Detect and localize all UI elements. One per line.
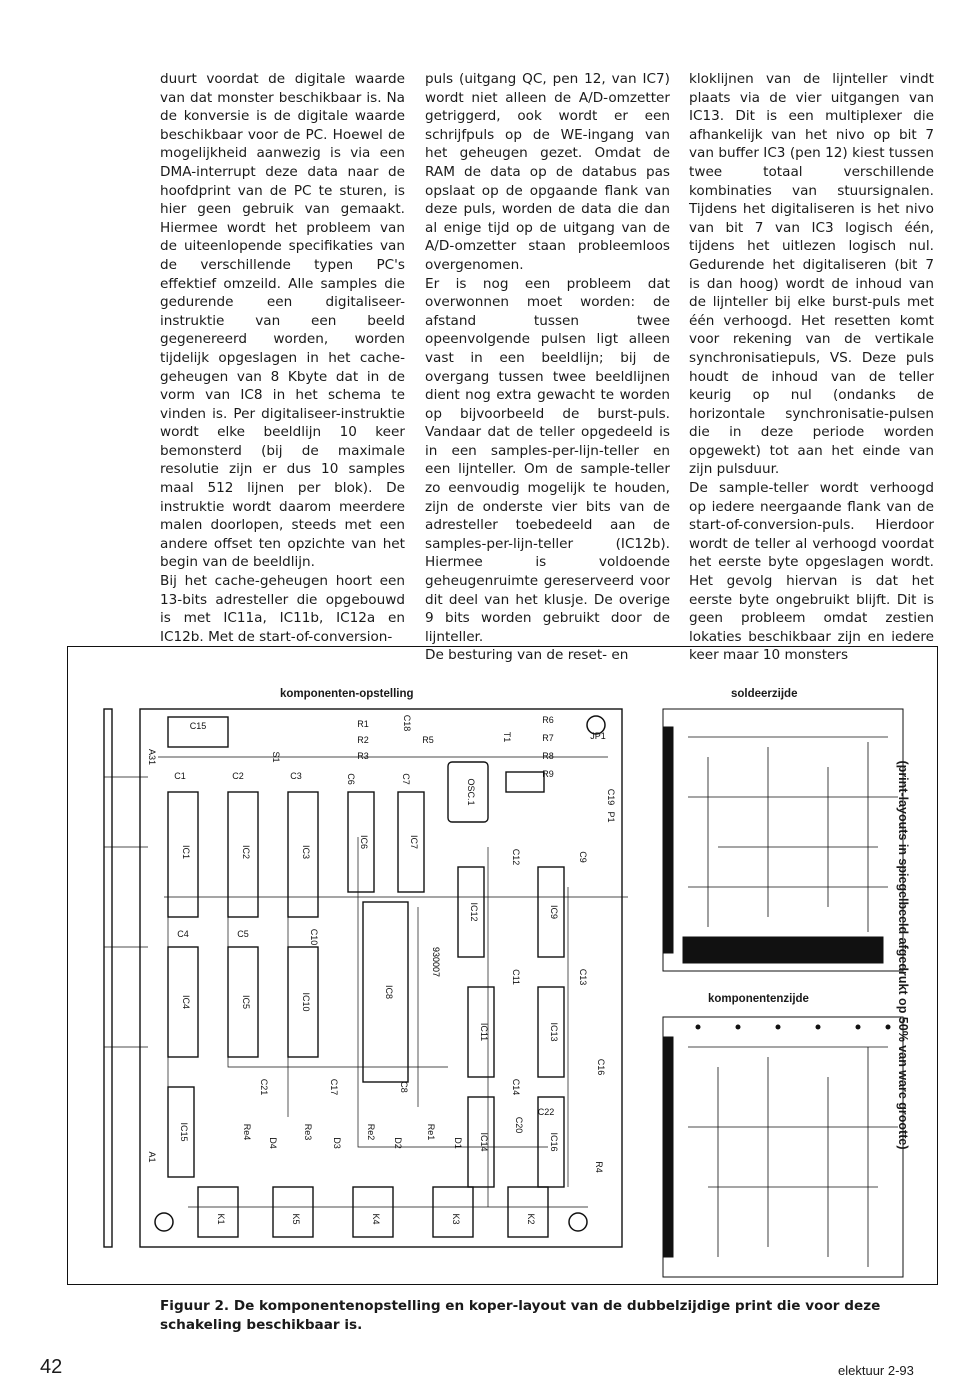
pcb-component-label: IC12	[469, 902, 479, 922]
pcb-component-label: IC9	[549, 904, 559, 920]
paragraph: De sample-teller wordt verhoogd op iedere neergaande flank van de start-of-conversion-puls. Hierdoor wordt de teller al verhoogd voordat het eerste byte opgeslagen wordt. Het gevolg hiervan is dat het eerste byte ongebruikt blijft. Dit is geen probleem omdat zestien lokaties beschikbaar zijn en iedere keer maar 10 monsters	[689, 480, 934, 664]
label-solder-side: soldeerzijde	[731, 688, 798, 700]
component-side-board	[663, 1017, 903, 1277]
pcb-component-label: K1	[216, 1213, 226, 1225]
text-column-3	[689, 70, 934, 665]
pcb-component-label: C4	[177, 929, 189, 939]
paragraph: puls (uitgang QC, pen 12, van IC7) wordt niet alleen de A/D-omzetter getriggerd, ook wordt er een schrijfpuls op de WE-ingang van het geheugen gezet. Omdat de RAM de data op de databus pas opslaat op de opgaande flank van deze puls, worden de data die dan al enige tijd op de uitgang van de A/D-omzetter staan probleemloos overgenomen.	[425, 71, 670, 273]
pcb-component-label: IC7	[409, 834, 419, 850]
paragraph: duurt voordat de digitale waarde van dat monster beschikbaar is. Na de konversie is de digitale waarde beschikbaar voor de PC. Hoewel de mogelijkheid aanwezig is via een DMA-interrupt deze data naar de hoofdprint van de PC te sturen, is hier geen gebruik van gemaakt. Hiermee wordt het probleem van de uiteenlopende specifikaties van de verschillende typen PC's effektief omzeild. Alle samples die gedurende een digitaliseer-instruktie van een beeld gegenereerd worden, worden tijdelijk opgeslagen in het cache-geheugen van 8 Kbyte dat in de vorm van IC8 in het schema te vinden is. Per digitaliseer-instruktie wordt elke beeldlijn 10 keer bemonsterd (bij de maximale resolutie zijn er dus 10 samples maal 512 lijnen per blok). De instruktie wordt daarom meerdere malen doorlopen, steeds met een andere offset ten opzichte van het begin van de beeldlijn.	[160, 71, 405, 571]
pcb-component-label: C17	[329, 1078, 339, 1096]
paragraph: Bij het cache-geheugen hoort een 13-bits adresteller die opgebouwd is met IC11a, IC11b, IC12a en IC12b. Met de start-of-conversion-	[160, 573, 405, 645]
pcb-component-label: C12	[511, 848, 521, 866]
pcb-component-label: D1	[453, 1137, 463, 1149]
pcb-component-label: Re4	[242, 1123, 252, 1141]
pcb-component-label: K2	[526, 1213, 536, 1225]
text-column-1	[160, 70, 405, 646]
solder-side-board	[663, 709, 903, 971]
pcb-component-label: R9	[542, 769, 554, 779]
pcb-component-label: C8	[399, 1081, 409, 1093]
pcb-component-label: C16	[596, 1058, 606, 1076]
page-number: 42	[40, 1356, 63, 1378]
pcb-component-label: C7	[401, 773, 411, 785]
paragraph: kloklijnen van de lijnteller vindt plaats via de vier uitgangen van IC13. Dit is een multiplexer die afhankelijk van het nivo op bit 7 van buffer IC3 (pen 12) kiest tussen twee totaal verschillende kombinaties van stuursignalen. Tijdens het digitaliseren is het nivo van bit 7 van IC3 logisch één, tijdens het uitlezen logisch nul. Gedurende het digitaliseren (bit 7 is dan hoog) wordt de inhoud van de lijnteller bij elke burst-puls met één verhoogd. Het resetten komt voor rekening van de vertikale synchronisatiepuls, VS. Deze puls houdt de inhoud van de teller keurig op nul (ondanks de horizontale synchronisatie-pulsen die in deze periode worden opgewekt) tot aan het einde van zijn pulsduur.	[689, 71, 934, 478]
pcb-component-label: C6	[346, 773, 356, 785]
figure-side-note: (print-layouts in spiegelbeeld afgedrukt op 50% van ware grootte)	[896, 760, 910, 1150]
magazine-reference: elektuur 2-93	[838, 1363, 914, 1378]
pcb-component-label: R1	[357, 719, 369, 729]
pcb-component-label: R5	[422, 735, 434, 745]
pcb-component-label: R4	[594, 1161, 604, 1173]
pcb-component-label: R8	[542, 751, 554, 761]
pcb-component-label: IC3	[301, 844, 311, 860]
pcb-component-label: R7	[542, 733, 554, 743]
pcb-component-label: Re3	[303, 1123, 313, 1141]
pcb-component-label: C9	[578, 851, 588, 863]
pcb-component-label: C13	[578, 968, 588, 986]
pcb-component-label: C1	[174, 771, 186, 781]
pcb-component-label: IC11	[479, 1022, 489, 1042]
pcb-component-label: C21	[259, 1078, 269, 1096]
pcb-component-label: D4	[268, 1137, 278, 1149]
pcb-component-label: P1	[606, 811, 616, 823]
pcb-component-label: C15	[189, 721, 207, 731]
pcb-component-label: IC15	[179, 1122, 189, 1142]
pcb-component-label: R2	[357, 735, 369, 745]
pcb-component-label: T1	[502, 731, 512, 743]
pcb-figure	[67, 646, 938, 1285]
pcb-component-label: C19	[606, 788, 616, 806]
pcb-component-label: C2	[232, 771, 244, 781]
pcb-component-label: C10	[309, 928, 319, 946]
component-layout-board	[104, 709, 628, 1247]
pcb-component-label: IC14	[479, 1132, 489, 1152]
pcb-component-label: A1	[147, 1151, 157, 1163]
pcb-component-label: IC6	[359, 834, 369, 850]
figure-caption: Figuur 2. De komponentenopstelling en koper-layout van de dubbelzijdige print die voor deze schakeling beschikbaar is.	[160, 1298, 881, 1333]
pcb-component-label: K3	[451, 1213, 461, 1225]
paragraph: De besturing van de reset- en	[425, 647, 629, 664]
pcb-component-label: C3	[290, 771, 302, 781]
pcb-component-label: IC10	[301, 992, 311, 1012]
paragraph: Er is nog een probleem dat overwonnen moet worden: de afstand tussen twee opeenvolgende pulsen ligt alleen vast in een beeldlijn; bij de overgang tussen twee beeldlijnen dient nog extra gewacht te worden op bijvoorbeeld de burst-puls. Vandaar dat de teller opgedeeld is in een samples-per-lijn-teller en een lijnteller. Om de sample-teller zo eenvoudig mogelijk te houden, zijn de onderste vier bits van de adresteller toebedeeld aan de samples-per-lijn-teller (IC12b). Hiermee is voldoende geheugenruimte gereserveerd voor dit deel van het klusje. De overige 9 bits worden gebruikt door de lijnteller.	[425, 275, 670, 645]
pcb-component-label: IC8	[384, 984, 394, 1000]
pcb-component-label: D3	[332, 1137, 342, 1149]
pcb-drawing	[68, 647, 939, 1286]
pcb-component-label: R6	[542, 715, 554, 725]
pcb-component-label: K4	[371, 1213, 381, 1225]
pcb-board-number: 930007	[431, 947, 441, 978]
pcb-component-label: A31	[147, 748, 157, 766]
label-component-side: komponentenzijde	[708, 993, 809, 1005]
pcb-component-label: C22	[537, 1107, 555, 1117]
pcb-component-label: JP1	[590, 731, 606, 741]
pcb-component-label: IC16	[549, 1132, 559, 1152]
pcb-component-label: C11	[511, 969, 521, 985]
pcb-component-label: C18	[402, 714, 412, 732]
pcb-component-label: Re1	[426, 1123, 436, 1141]
pcb-component-label: IC1	[181, 844, 191, 860]
pcb-component-label: R3	[357, 751, 369, 761]
pcb-component-label: IC13	[549, 1022, 559, 1042]
pcb-component-label: OSC.1	[466, 778, 476, 806]
pcb-component-label: C14	[511, 1078, 521, 1096]
pcb-component-label: S1	[271, 751, 281, 763]
pcb-component-label: IC2	[241, 844, 251, 860]
label-component-layout: komponenten-opstelling	[280, 688, 414, 700]
pcb-component-label: D2	[393, 1137, 403, 1149]
pcb-component-label: C20	[514, 1116, 524, 1134]
pcb-component-label: IC4	[181, 994, 191, 1010]
pcb-component-label: Re2	[366, 1123, 376, 1141]
pcb-component-label: C5	[237, 929, 249, 939]
pcb-component-label: IC5	[241, 994, 251, 1010]
pcb-component-label: K5	[291, 1213, 301, 1225]
text-column-2	[425, 70, 670, 665]
